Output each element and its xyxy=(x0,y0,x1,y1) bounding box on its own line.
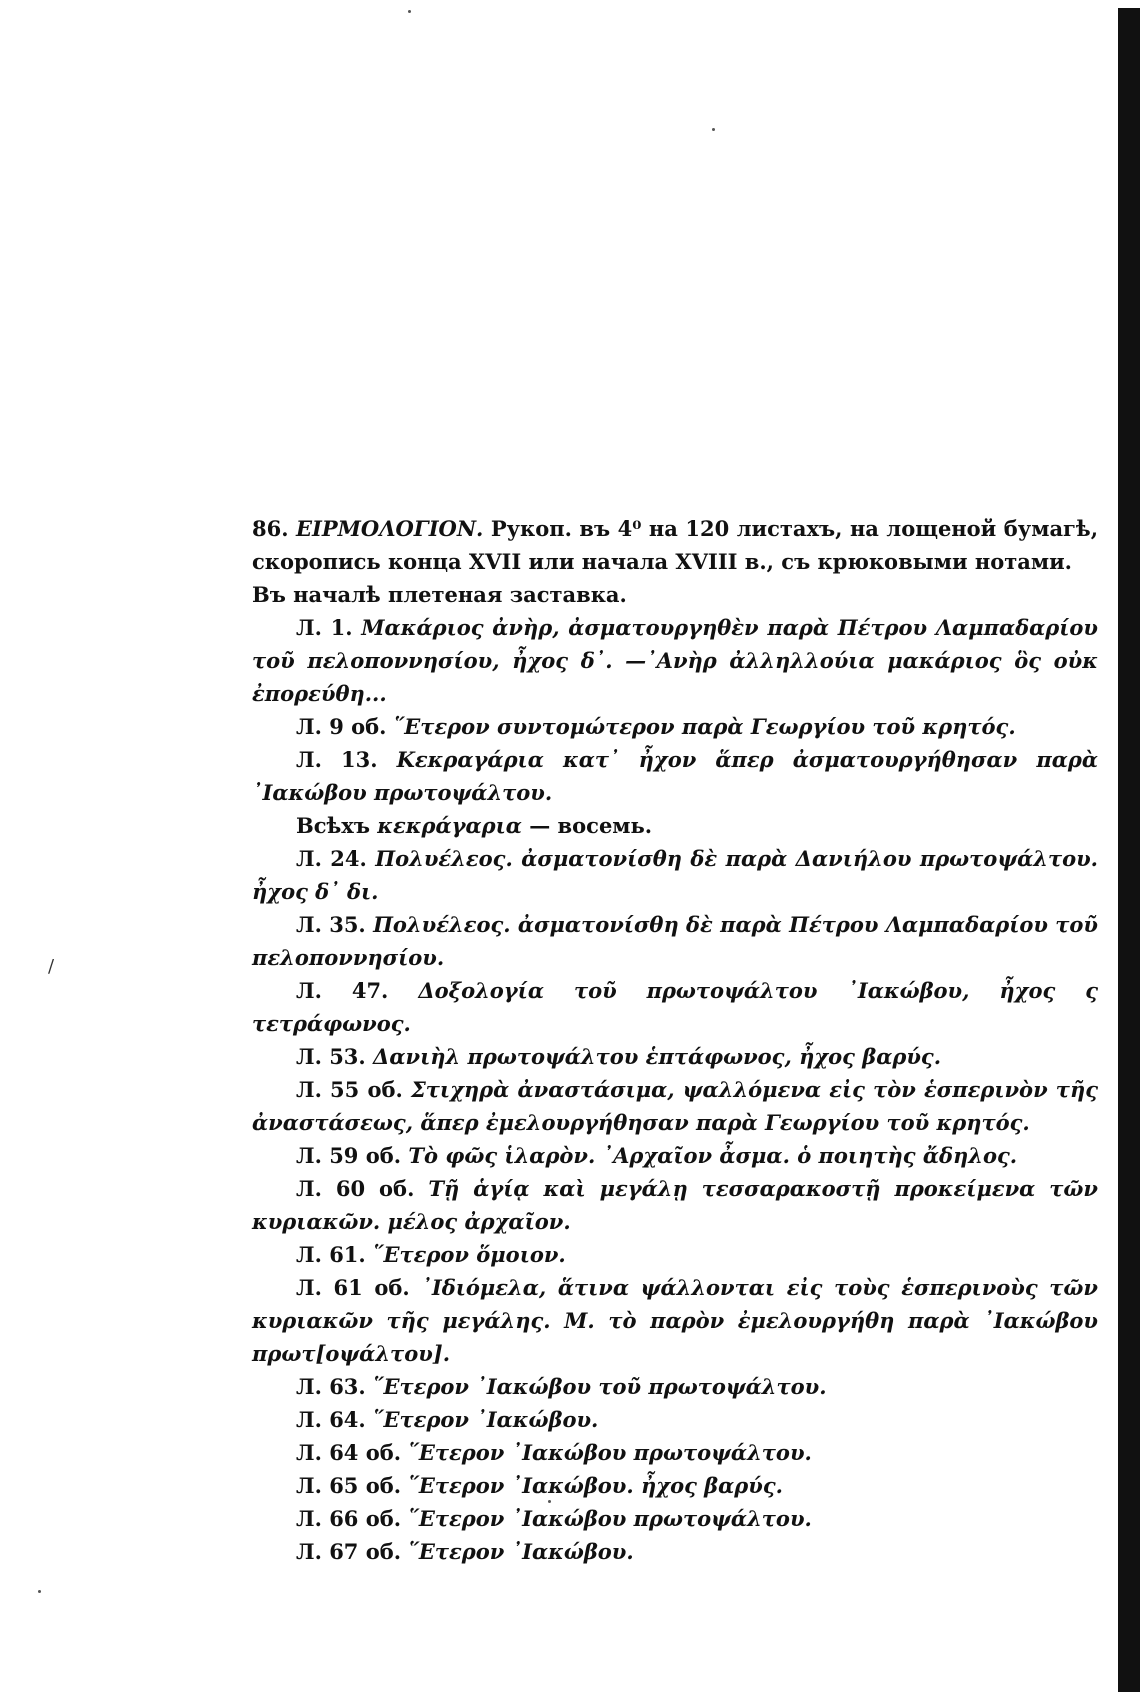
folio-entry xyxy=(252,842,1098,908)
folio-entry xyxy=(252,1271,1098,1370)
folio-title-greek: ῞Ετερον ᾽Ιακώβου πρωτοψάλτου. xyxy=(408,1506,812,1531)
folio-title-greek: Κεκραγάρια κατ᾽ ἦχον ἅπερ ἀσματουργήθησαν παρὰ ᾽Ιακώβου πρωτοψάλτου. xyxy=(252,747,1098,805)
folio-ref: Л. 55 об. xyxy=(296,1077,403,1102)
folio-title-greek: Στιχηρὰ ἀναστάσιμα, ψαλλόμενα εἰς τὸν ἑσπερινὸν τῆς ἀναστάσεως, ἅπερ ἐμελουργήθησαν παρὰ Γεωργίου τοῦ κρητός. xyxy=(252,1077,1098,1135)
scan-speck xyxy=(712,128,715,131)
folio-list xyxy=(252,611,1098,1568)
folio-title-greek: κεκράγαρια xyxy=(377,813,522,838)
folio-entry xyxy=(252,743,1098,809)
folio-title-greek: Πολυέλεος. ἀσματονίσθη δὲ παρὰ Δανιήλου πρωτοψάλτου. ἦχος δ᾽ δι. xyxy=(252,846,1098,904)
folio-entry xyxy=(252,710,1098,743)
folio-remark: — восемь. xyxy=(529,813,653,838)
folio-entry xyxy=(252,1403,1098,1436)
folio-entry xyxy=(252,1238,1098,1271)
folio-entry xyxy=(252,1139,1098,1172)
folio-title-greek: ῞Ετερον ὅμοιον. xyxy=(373,1242,566,1267)
folio-ref: Л. 9 об. xyxy=(296,714,387,739)
folio-ref: Л. 61 об. xyxy=(296,1275,410,1300)
folio-ref: Л. 47. xyxy=(296,978,389,1003)
scan-edge-bar xyxy=(1118,8,1140,1692)
folio-entry xyxy=(252,908,1098,974)
folio-ref: Л. 61. xyxy=(296,1242,366,1267)
folio-title-greek: ῞Ετερον συντομώτερον παρὰ Γεωργίου τοῦ κρητός. xyxy=(393,714,1016,739)
folio-ref: Л. 67 об. xyxy=(296,1539,402,1564)
folio-title-greek: Τῇ ἁγίᾳ καὶ μεγάλῃ τεσσαρακοστῇ προκείμενα τῶν κυριακῶν. μέλος ἀρχαῖον. xyxy=(252,1176,1098,1234)
folio-ref: Л. 13. xyxy=(296,747,378,772)
folio-ref: Л. 53. xyxy=(296,1044,366,1069)
folio-ref: Л. 60 об. xyxy=(296,1176,415,1201)
folio-entry xyxy=(252,1436,1098,1469)
folio-entry xyxy=(252,1502,1098,1535)
folio-title-greek: Μακάριος ἀνὴρ, ἀσματουργηθὲν παρὰ Πέτρου Λαμπαδαρίου τοῦ πελοποννησίου, ἦχος δ᾽. —᾽Ανὴρ ἀλληλλούια μακάριος ὃς οὐκ ἐπορεύθη... xyxy=(252,615,1098,706)
folio-title-greek: ῞Ετερον ᾽Ιακώβου. xyxy=(373,1407,599,1432)
entry-header xyxy=(252,512,1098,578)
folio-entry xyxy=(252,1370,1098,1403)
folio-ref: Всѣхъ xyxy=(296,813,370,838)
folio-ref: Л. 63. xyxy=(296,1374,366,1399)
folio-title-greek: ᾽Ιδιόμελα, ἅτινα ψάλλονται εἰς τοὺς ἑσπερινοὺς τῶν κυριακῶν τῆς μεγάλης. Μ. τὸ παρὸν ἐμελουργήθη παρὰ ᾽Ιακώβου πρωτ[οψάλτου]. xyxy=(252,1275,1098,1366)
catalog-entry xyxy=(252,512,1098,1568)
folio-ref: Л. 59 об. xyxy=(296,1143,402,1168)
folio-entry xyxy=(252,1469,1098,1502)
folio-entry xyxy=(252,1073,1098,1139)
folio-title-greek: ῞Ετερον ᾽Ιακώβου. ἦχος βαρύς. xyxy=(408,1473,783,1498)
folio-title-greek: ῞Ετερον ᾽Ιακώβου. xyxy=(408,1539,634,1564)
entry-description: Рукоп. въ 4⁰ на 120 листахъ, на лощеной бумагѣ, скоропись конца XVII или начала XVIII в., съ крюковыми нотами. xyxy=(252,516,1099,574)
folio-title-greek: Πολυέλεος. ἀσματονίσθη δὲ παρὰ Πέτρου Λαμπαδαρίου τοῦ πελοποννησίου. xyxy=(252,912,1098,970)
folio-entry xyxy=(252,974,1098,1040)
folio-title-greek: ῞Ετερον ᾽Ιακώβου τοῦ πρωτοψάλτου. xyxy=(373,1374,827,1399)
folio-entry xyxy=(252,611,1098,710)
folio-entry xyxy=(252,1535,1098,1568)
entry-number: 86. xyxy=(252,516,289,541)
scan-speck xyxy=(38,1590,41,1593)
folio-ref: Л. 1. xyxy=(296,615,353,640)
folio-title-greek: Δανιὴλ πρωτοψάλτου ἑπτάφωνος, ἦχος βαρύς. xyxy=(373,1044,942,1069)
folio-title-greek: Δοξολογία τοῦ πρωτοψάλτου ᾽Ιακώβου, ἦχος ς τετράφωνος. xyxy=(252,978,1098,1036)
folio-ref: Л. 35. xyxy=(296,912,366,937)
folio-ref: Л. 24. xyxy=(296,846,367,871)
folio-entry xyxy=(252,809,1098,842)
folio-ref: Л. 64. xyxy=(296,1407,366,1432)
folio-title-greek: ῞Ετερον ᾽Ιακώβου πρωτοψάλτου. xyxy=(408,1440,812,1465)
entry-title: ΕΙΡΜΟΛΟΓΙΟΝ. xyxy=(296,516,484,541)
folio-ref: Л. 66 об. xyxy=(296,1506,402,1531)
folio-entry xyxy=(252,1172,1098,1238)
folio-title-greek: Τὸ φῶς ἱλαρὸν. ᾽Αρχαῖον ἆσμα. ὁ ποιητὴς ἄδηλος. xyxy=(408,1143,1018,1168)
folio-ref: Л. 64 об. xyxy=(296,1440,402,1465)
margin-mark: / xyxy=(48,956,55,977)
scan-speck xyxy=(408,10,411,13)
entry-note: Въ началѣ плетеная заставка. xyxy=(252,582,627,607)
folio-entry xyxy=(252,1040,1098,1073)
folio-ref: Л. 65 об. xyxy=(296,1473,402,1498)
